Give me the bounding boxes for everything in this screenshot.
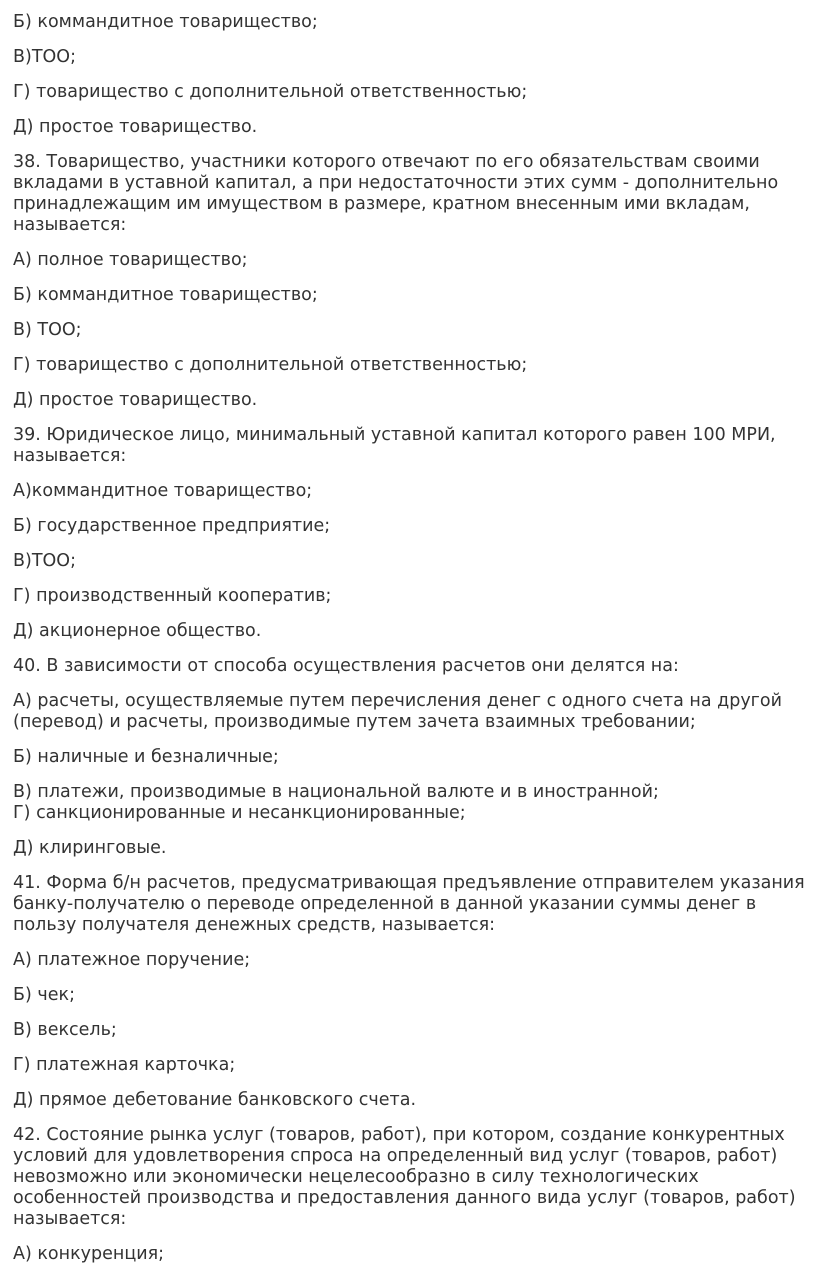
paragraph bbox=[13, 117, 809, 138]
text-line: А) полное товарищество; bbox=[13, 250, 248, 270]
paragraph bbox=[13, 390, 809, 411]
text-line: В)ТОО; bbox=[13, 551, 76, 571]
paragraph bbox=[13, 803, 809, 824]
paragraph bbox=[13, 1244, 809, 1265]
text-line: Г) товарищество с дополнительной ответственностью; bbox=[13, 82, 528, 102]
text-line: называется: bbox=[13, 215, 127, 235]
paragraph bbox=[13, 747, 809, 768]
paragraph bbox=[13, 1020, 809, 1041]
text-line: вкладами в уставной капитал, а при недостаточности этих сумм - дополнительно bbox=[13, 173, 779, 193]
text-line: В) ТОО; bbox=[13, 320, 82, 340]
text-line: пользу получателя денежных средств, называется: bbox=[13, 915, 496, 935]
text-line: Б) наличные и безналичные; bbox=[13, 747, 279, 767]
text-line: 40. В зависимости от способа осуществления расчетов они делятся на: bbox=[13, 656, 679, 676]
paragraph bbox=[13, 47, 809, 68]
paragraph bbox=[13, 1125, 809, 1230]
text-line: В)ТОО; bbox=[13, 47, 76, 67]
text-line: 42. Состояние рынка услуг (товаров, работ), при котором, создание конкурентных bbox=[13, 1125, 785, 1145]
text-line: невозможно или экономически нецелесообразно в силу технологических bbox=[13, 1167, 699, 1187]
text-line: принадлежащим им имуществом в размере, кратном внесенным ими вкладам, bbox=[13, 194, 750, 214]
paragraph bbox=[13, 320, 809, 341]
paragraph bbox=[13, 873, 809, 936]
paragraph bbox=[13, 586, 809, 607]
paragraph bbox=[13, 656, 809, 677]
text-line: Д) простое товарищество. bbox=[13, 390, 258, 410]
paragraph bbox=[13, 950, 809, 971]
paragraph bbox=[13, 82, 809, 103]
paragraph bbox=[13, 985, 809, 1006]
text-line: Б) государственное предприятие; bbox=[13, 516, 331, 536]
text-line: А) конкуренция; bbox=[13, 1244, 165, 1264]
text-line: А)коммандитное товарищество; bbox=[13, 481, 313, 501]
text-line: Д) клиринговые. bbox=[13, 838, 167, 858]
paragraph bbox=[13, 838, 809, 859]
paragraph bbox=[13, 285, 809, 306]
text-line: Г) товарищество с дополнительной ответственностью; bbox=[13, 355, 528, 375]
paragraph bbox=[13, 1055, 809, 1076]
text-line: Г) санкционированные и несанкционированные; bbox=[13, 803, 466, 823]
text-line: В) платежи, производимые в национальной валюте и в иностранной; bbox=[13, 782, 659, 802]
text-line: 38. Товарищество, участники которого отвечают по его обязательствам своими bbox=[13, 152, 760, 172]
text-line: Б) коммандитное товарищество; bbox=[13, 285, 318, 305]
text-line: называется: bbox=[13, 446, 127, 466]
paragraph bbox=[13, 12, 809, 33]
text-line: 41. Форма б/н расчетов, предусматривающая предъявление отправителем указания bbox=[13, 873, 805, 893]
text-line: А) расчеты, осуществляемые путем перечисления денег с одного счета на другой bbox=[13, 691, 782, 711]
text-line: Д) прямое дебетование банковского счета. bbox=[13, 1090, 417, 1110]
text-line: Г) платежная карточка; bbox=[13, 1055, 236, 1075]
paragraph bbox=[13, 250, 809, 271]
text-line: Д) простое товарищество. bbox=[13, 117, 258, 137]
text-line: банку-получателю о переводе определенной в данной указании суммы денег в bbox=[13, 894, 757, 914]
paragraph bbox=[13, 152, 809, 236]
text-line: 39. Юридическое лицо, минимальный уставной капитал которого равен 100 МРИ, bbox=[13, 425, 776, 445]
paragraph bbox=[13, 621, 809, 642]
text-line: (перевод) и расчеты, производимые путем зачета взаимных требовании; bbox=[13, 712, 696, 732]
text-line: А) платежное поручение; bbox=[13, 950, 251, 970]
document-body bbox=[13, 12, 809, 1265]
text-line: Б) коммандитное товарищество; bbox=[13, 12, 318, 32]
paragraph bbox=[13, 355, 809, 376]
paragraph bbox=[13, 425, 809, 467]
text-line: В) вексель; bbox=[13, 1020, 117, 1040]
text-line: Г) производственный кооператив; bbox=[13, 586, 332, 606]
text-line: Д) акционерное общество. bbox=[13, 621, 262, 641]
paragraph bbox=[13, 516, 809, 537]
paragraph bbox=[13, 1090, 809, 1111]
paragraph bbox=[13, 691, 809, 733]
text-line: Б) чек; bbox=[13, 985, 75, 1005]
text-line: называется: bbox=[13, 1209, 127, 1229]
paragraph bbox=[13, 782, 809, 803]
text-line: особенностей производства и предоставления данного вида услуг (товаров, работ) bbox=[13, 1188, 796, 1208]
text-line: условий для удовлетворения спроса на определенный вид услуг (товаров, работ) bbox=[13, 1146, 778, 1166]
paragraph bbox=[13, 551, 809, 572]
paragraph bbox=[13, 481, 809, 502]
